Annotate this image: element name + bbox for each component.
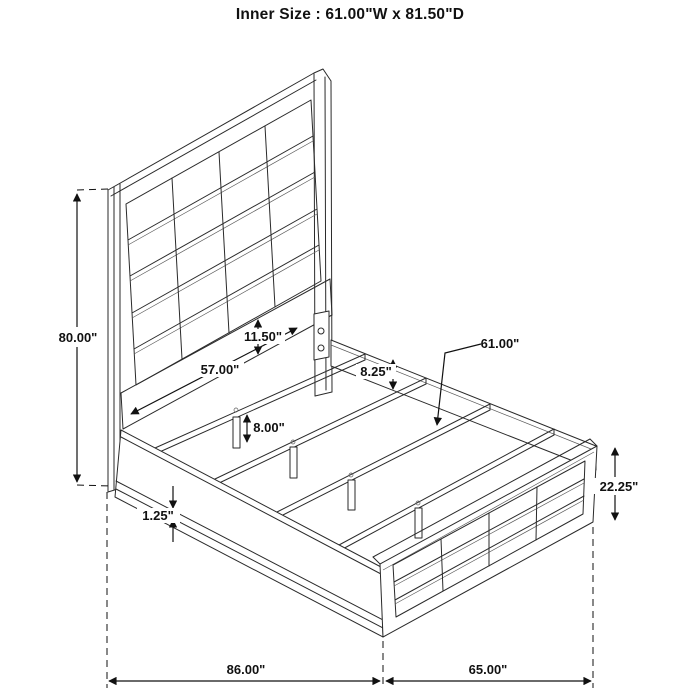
dim-inner-frame-width-label: 57.00" — [200, 362, 240, 377]
dim-support-leg-height-label: 8.00" — [253, 420, 285, 435]
dim-overall-depth-label: 86.00" — [226, 662, 266, 677]
support-leg — [290, 447, 297, 478]
rail-bracket — [314, 311, 329, 360]
dim-overall-width — [386, 662, 591, 681]
near-side-rail — [115, 430, 383, 637]
support-leg — [233, 417, 240, 448]
dim-head-rail-height-label: 11.50" — [244, 329, 282, 344]
dim-overall-depth — [109, 662, 380, 681]
dim-headboard-height-label: 80.00" — [58, 330, 98, 345]
dim-head-rail-height — [242, 320, 285, 354]
dim-support-leg-height — [247, 415, 285, 442]
dim-rail-ledge-label: 1.25" — [142, 508, 174, 523]
diagram-title: Inner Size : 61.00"W x 81.50"D — [235, 6, 465, 23]
dim-footboard-height — [593, 448, 645, 520]
dim-side-rail-height-label: 8.25" — [360, 364, 392, 379]
dim-headboard-height — [55, 189, 111, 486]
headboard — [108, 69, 332, 492]
footboard — [373, 439, 597, 637]
far-side-rail — [314, 311, 596, 470]
dim-overall-width-label: 65.00" — [468, 662, 508, 677]
dim-slat-length-label: 61.00" — [480, 336, 520, 351]
dim-footboard-height-label: 22.25" — [599, 479, 639, 494]
support-leg — [348, 480, 355, 510]
